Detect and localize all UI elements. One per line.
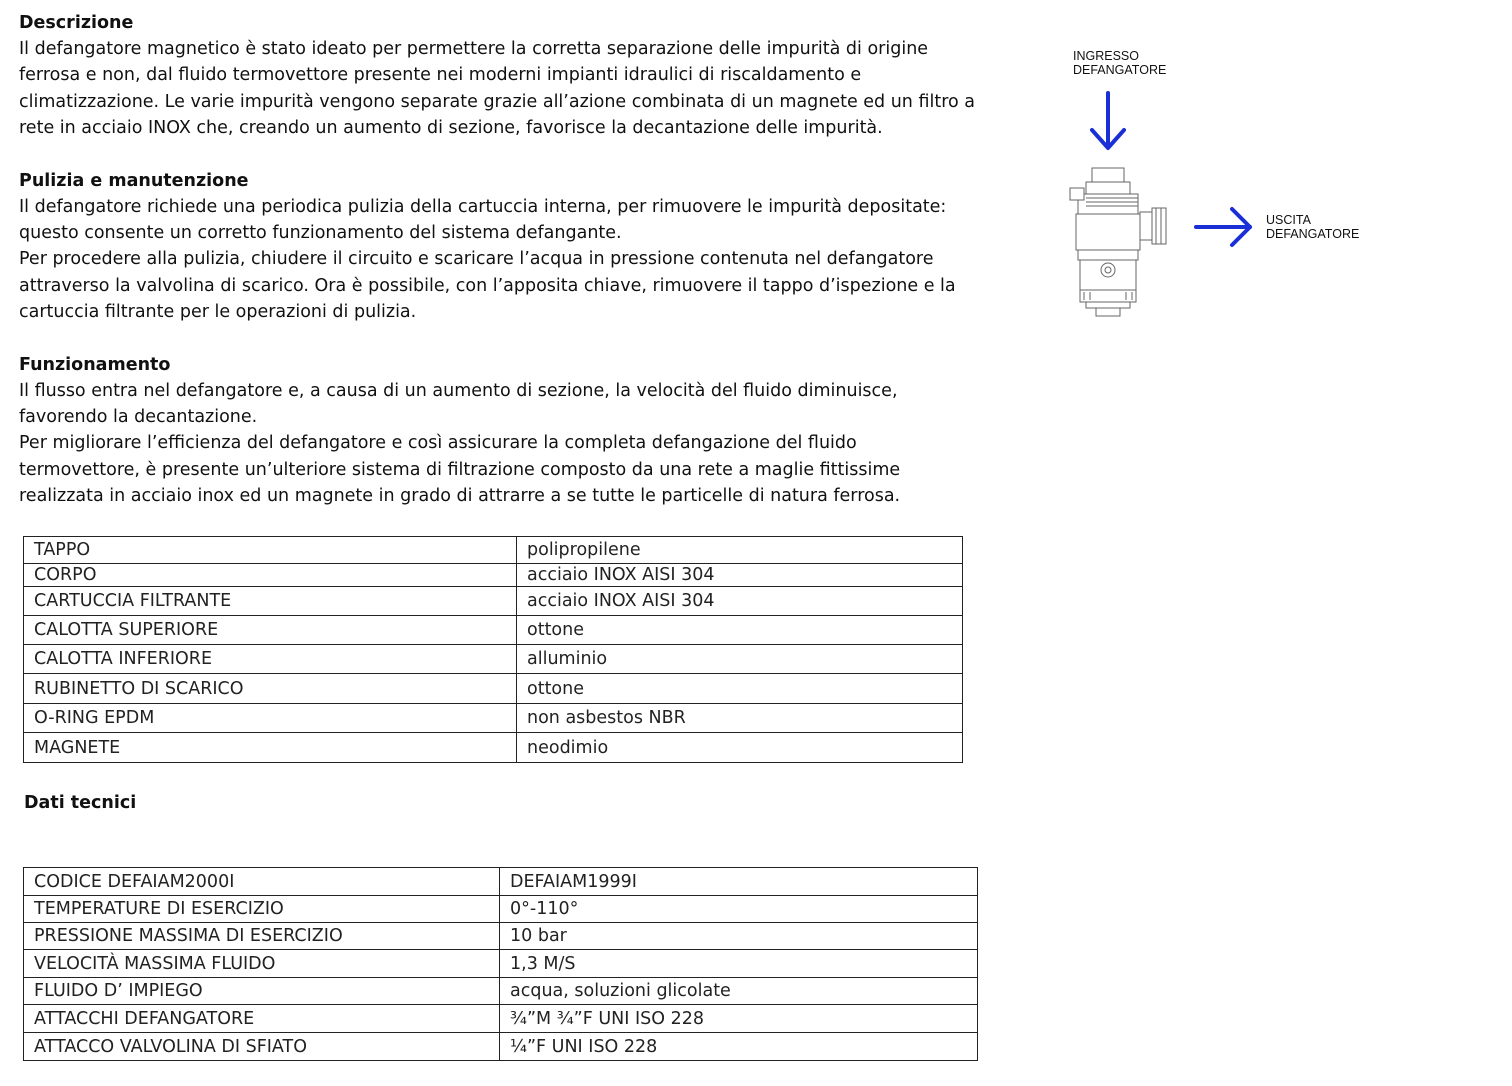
table-cell-material: ottone (517, 674, 963, 704)
table-cell-component: CORPO (24, 564, 517, 587)
table-row (24, 616, 963, 645)
table-cell-parameter: ATTACCO VALVOLINA DI SFIATO (24, 1033, 500, 1061)
paragraph-line: rete in acciaio INOX che, creando un aumento di sezione, favorisce la decantazione delle impurità. (19, 118, 883, 139)
section-title: Funzionamento (19, 354, 171, 375)
table-cell-material: acciaio INOX AISI 304 (517, 587, 963, 616)
inlet-label-line: INGRESSO (1073, 49, 1139, 63)
paragraph-line: favorendo la decantazione. (19, 407, 258, 428)
table-cell-value: 0°-110° (500, 896, 978, 923)
inlet-arrow-icon (1092, 93, 1124, 148)
technical-data-title: Dati tecnici (24, 793, 137, 813)
section-pulizia (19, 168, 979, 326)
table-cell-value: DEFAIAM1999I (500, 868, 978, 896)
paragraph-line: Per migliorare l’efficienza del defangatore e così assicurare la completa defangazione del fluido (19, 433, 857, 454)
table-row (24, 704, 963, 733)
table-row (24, 674, 963, 704)
paragraph-line: termovettore, è presente un’ulteriore sistema di filtrazione composto da una rete a maglie fittissime (19, 459, 901, 480)
technical-data-table (23, 867, 978, 1061)
section-title: Descrizione (19, 13, 134, 33)
table-cell-parameter: CODICE DEFAIAM2000I (24, 868, 500, 896)
table-cell-value: ¼”F UNI ISO 228 (500, 1033, 978, 1061)
table-row (24, 950, 978, 978)
table-cell-value: acqua, soluzioni glicolate (500, 978, 978, 1005)
table-cell-parameter: VELOCITÀ MASSIMA FLUIDO (24, 950, 500, 978)
table-cell-component: O-RING EPDM (24, 704, 517, 733)
table-cell-component: TAPPO (24, 537, 517, 564)
table-row (24, 1005, 978, 1033)
table-cell-parameter: FLUIDO D’ IMPIEGO (24, 978, 500, 1005)
defangatore-diagram (1050, 40, 1490, 340)
table-row (24, 537, 963, 564)
inlet-label-line: DEFANGATORE (1073, 63, 1167, 77)
table-row (24, 868, 978, 896)
table-cell-value: 10 bar (500, 923, 978, 950)
table-cell-parameter: PRESSIONE MASSIMA DI ESERCIZIO (24, 923, 500, 950)
paragraph-line: Per procedere alla pulizia, chiudere il circuito e scaricare l’acqua in pressione contenuta nel defangatore (19, 249, 934, 270)
table-row (24, 587, 963, 616)
table-row (24, 978, 978, 1005)
table-cell-parameter: ATTACCHI DEFANGATORE (24, 1005, 500, 1033)
table-row (24, 896, 978, 923)
table-row (24, 564, 963, 587)
table-cell-component: RUBINETTO DI SCARICO (24, 674, 517, 704)
materials-table (23, 536, 963, 763)
paragraph-line: Il defangatore richiede una periodica pulizia della cartuccia interna, per rimuovere le impurità depositate: (19, 196, 947, 217)
paragraph-line: ferrosa e non, dal fluido termovettore presente nei moderni impianti idraulici di riscaldamento e (19, 65, 862, 86)
section-title: Pulizia e manutenzione (19, 170, 249, 191)
table-cell-component: CALOTTA SUPERIORE (24, 616, 517, 645)
defangatore-device-icon (1070, 168, 1166, 316)
table-cell-parameter: TEMPERATURE DI ESERCIZIO (24, 896, 500, 923)
paragraph-line: realizzata in acciaio inox ed un magnete in grado di attrarre a se tutte le particelle di natura ferrosa. (19, 486, 901, 507)
outlet-label-line: DEFANGATORE (1266, 227, 1360, 241)
table-cell-value: 1,3 M/S (500, 950, 978, 978)
text-column (19, 10, 979, 510)
table-cell-component: MAGNETE (24, 733, 517, 763)
section-funzionamento (19, 352, 979, 510)
table-cell-material: neodimio (517, 733, 963, 763)
diagram-drawing (1050, 40, 1490, 340)
table-cell-material: alluminio (517, 645, 963, 674)
table-row (24, 923, 978, 950)
table-cell-material: polipropilene (517, 537, 963, 564)
paragraph-line: attraverso la valvolina di scarico. Ora è possibile, con l’apposita chiave, rimuovere il tappo d’ispezione e la (19, 275, 956, 296)
table-cell-material: acciaio INOX AISI 304 (517, 564, 963, 587)
table-cell-component: CARTUCCIA FILTRANTE (24, 587, 517, 616)
table-row (24, 733, 963, 763)
table-cell-material: non asbestos NBR (517, 704, 963, 733)
table-cell-material: ottone (517, 616, 963, 645)
outlet-arrow-icon (1196, 209, 1250, 245)
paragraph-line: Il flusso entra nel defangatore e, a causa di un aumento di sezione, la velocità del fluido diminuisce, (19, 380, 898, 401)
table-cell-component: CALOTTA INFERIORE (24, 645, 517, 674)
table-row (24, 1033, 978, 1061)
outlet-label-line: USCITA (1266, 213, 1311, 227)
table-row (24, 645, 963, 674)
paragraph-line: climatizzazione. Le varie impurità vengono separate grazie all’azione combinata di un magnete ed un filtro a (19, 91, 976, 112)
paragraph-line: cartuccia filtrante per le operazioni di pulizia. (19, 302, 417, 323)
table-cell-value: ¾”M ¾”F UNI ISO 228 (500, 1005, 978, 1033)
paragraph-line: Il defangatore magnetico è stato ideato per permettere la corretta separazione delle impurità di origine (19, 39, 929, 59)
section-descrizione (19, 10, 979, 142)
paragraph-line: questo consente un corretto funzionamento del sistema defangante. (19, 223, 622, 244)
